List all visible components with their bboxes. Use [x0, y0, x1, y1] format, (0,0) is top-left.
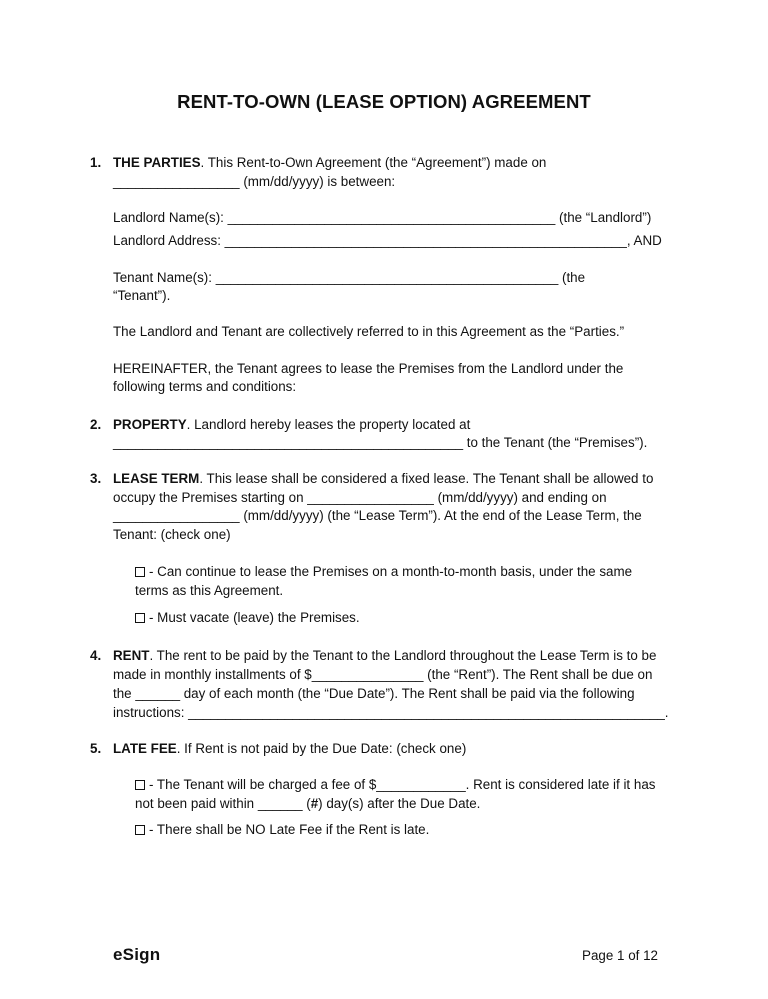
- hereinafter-line-2: following terms and conditions:: [113, 379, 297, 394]
- section-2-heading: PROPERTY: [113, 417, 187, 432]
- section-5-number: 5.: [90, 741, 102, 756]
- option-label: - Must vacate (leave) the Premises.: [149, 610, 360, 625]
- section-2-text: . Landlord hereby leases the property located at: [186, 417, 471, 432]
- rent-amount-field[interactable]: made in monthly installments of $_______________ (the “Rent”). The Rent shall be due on: [113, 667, 653, 682]
- section-1-line-1: [113, 155, 546, 170]
- landlord-name-field[interactable]: Landlord Name(s): ____________________________________________ (the “Landlord”): [113, 210, 652, 225]
- section-5-heading: LATE FEE: [113, 741, 177, 756]
- late-fee-option-charged: [135, 777, 655, 792]
- option-label: - Can continue to lease the Premises on a month-to-month basis, under the same: [149, 564, 633, 579]
- section-4-line-1: [113, 648, 656, 663]
- section-1-text: . This Rent-to-Own Agreement (the “Agreement”) made on: [200, 155, 547, 170]
- checkbox[interactable]: [135, 567, 145, 577]
- hereinafter-line-1: HEREINAFTER, the Tenant agrees to lease the Premises from the Landlord under the: [113, 361, 624, 376]
- rent-instructions-field[interactable]: instructions: ________________________________________________________________.: [113, 705, 669, 720]
- section-2-number: 2.: [90, 417, 102, 432]
- tenant-name-field[interactable]: Tenant Name(s): ______________________________________________ (the: [113, 270, 586, 285]
- lease-option-month-to-month: [135, 564, 632, 579]
- checkbox[interactable]: [135, 825, 145, 835]
- section-4-heading: RENT: [113, 648, 150, 663]
- section-5-text: . If Rent is not paid by the Due Date: (check one): [176, 741, 467, 756]
- section-2-line-1: [113, 417, 470, 432]
- parties-note: The Landlord and Tenant are collectively referred to in this Agreement as the “Parties.”: [113, 324, 625, 339]
- section-5-line-1: [113, 741, 466, 756]
- lease-option-month-to-month-cont: terms as this Agreement.: [135, 583, 284, 598]
- landlord-address-field[interactable]: Landlord Address: ______________________________________________________, AND: [113, 233, 662, 248]
- late-fee-grace-days-field[interactable]: [135, 796, 480, 811]
- lease-end-field[interactable]: _________________ (mm/dd/yyyy) (the “Lease Term”). At the end of the Lease Term, the: [113, 508, 642, 523]
- grace-days-text: not been paid within ______ (: [135, 796, 311, 811]
- checkbox[interactable]: [135, 613, 145, 623]
- section-1-number: 1.: [90, 155, 102, 170]
- property-address-field[interactable]: _______________________________________________ to the Tenant (the “Premises”).: [113, 435, 648, 450]
- tenant-name-continuation: “Tenant”).: [113, 288, 171, 303]
- section-4-number: 4.: [90, 648, 102, 663]
- document-title: RENT-TO-OWN (LEASE OPTION) AGREEMENT: [177, 91, 591, 112]
- checkbox[interactable]: [135, 780, 145, 790]
- section-3-number: 3.: [90, 471, 102, 486]
- section-1-heading: THE PARTIES: [113, 155, 201, 170]
- section-3-text: . This lease shall be considered a fixed lease. The Tenant shall be allowed to: [199, 471, 654, 486]
- agreement-date-field[interactable]: _________________ (mm/dd/yyyy) is between:: [113, 174, 396, 189]
- lease-option-vacate: [135, 610, 360, 625]
- rent-due-day-field[interactable]: the ______ day of each month (the “Due Date”). The Rent shall be paid via the following: [113, 686, 635, 701]
- option-label: - The Tenant will be charged a fee of $____________. Rent is considered late if it has: [149, 777, 656, 792]
- grace-days-text-end: ) day(s) after the Due Date.: [318, 796, 481, 811]
- page-number: Page 1 of 12: [582, 948, 658, 963]
- section-4-text: . The rent to be paid by the Tenant to the Landlord throughout the Lease Term is to be: [149, 648, 657, 663]
- lease-start-field[interactable]: occupy the Premises starting on _________________ (mm/dd/yyyy) and ending on: [113, 490, 607, 505]
- option-label: - There shall be NO Late Fee if the Rent is late.: [149, 822, 430, 837]
- section-3-line-1: [113, 471, 653, 486]
- section-3-line-4: Tenant: (check one): [113, 527, 231, 542]
- esign-logo: eSign: [113, 945, 161, 964]
- section-3-heading: LEASE TERM: [113, 471, 200, 486]
- late-fee-option-none: [135, 822, 429, 837]
- grace-days-hash: #: [310, 796, 319, 811]
